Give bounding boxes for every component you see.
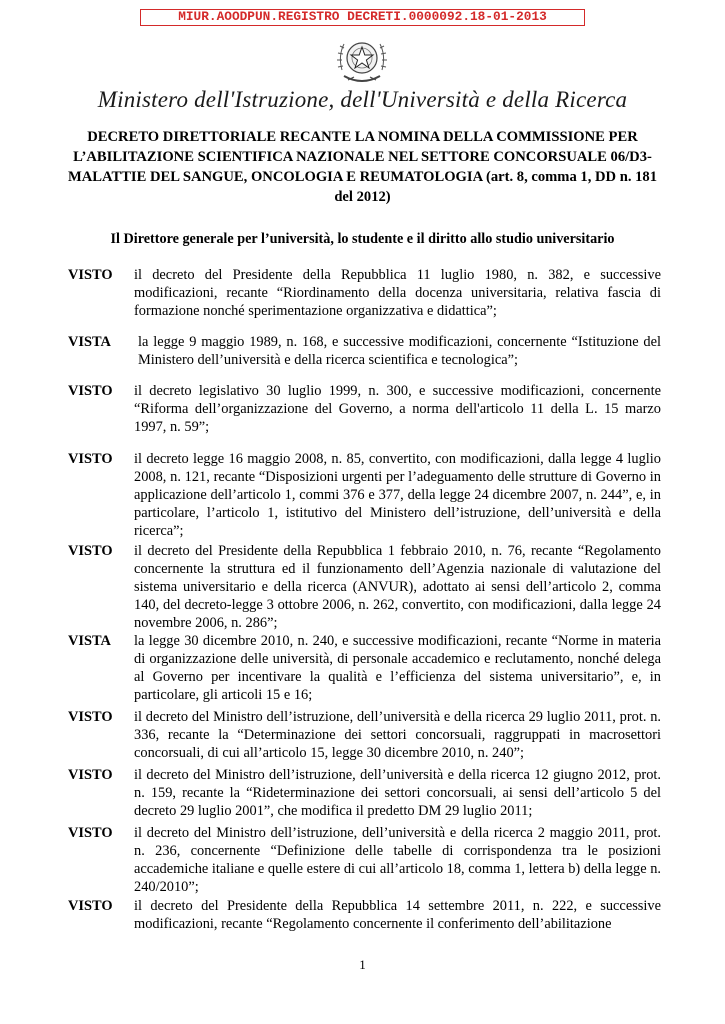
recital-text: il decreto del Presidente della Repubblica 11 luglio 1980, n. 382, e successive modificazioni, recante “Riordinamento della docenza universitaria, relativa fascia di formazione nonché sperimentazione organizzativa e didattica”; (134, 267, 661, 319)
recital-keyword: VISTO (68, 543, 113, 559)
recital-text: il decreto legge 16 maggio 2008, n. 85, convertito, con modificazioni, dalla legge 4 luglio 2008, n. 121, recante “Disposizioni urgenti per l’adeguamento delle strutture di Governo in applicazione dell’articolo 1, commi 376 e 377, della legge 24 dicembre 2007, n. 244”, e, in particolare, l’articolo 1, istitutivo del Ministero dell’istruzione, dell’università e della ricerca”; (134, 451, 661, 539)
recital (68, 382, 661, 436)
recital-keyword: VISTO (68, 767, 113, 783)
recital (68, 542, 661, 632)
protocol-stamp: MIUR.AOODPUN.REGISTRO DECRETI.0000092.18-01-2013 (140, 9, 585, 26)
recital-text: il decreto del Presidente della Repubblica 14 settembre 2011, n. 222, e successive modificazioni, recante “Regolamento concernente il conferimento dell’abilitazione (134, 898, 661, 932)
recital (68, 632, 661, 704)
director-heading: Il Direttore generale per l’università, lo studente e il diritto allo studio universitario (110, 231, 615, 247)
recital-keyword: VISTO (68, 451, 113, 467)
decree-title: DECRETO DIRETTORIALE RECANTE LA NOMINA DELLA COMMISSIONE PER L’ABILITAZIONE SCIENTIFICA NAZIONALE NEL SETTORE CONCORSUALE 06/D3- MALATTIE DEL SANGUE, ONCOLOGIA E REUMATOLOGIA (art. 8, comma 1, DD n. 181 del 2012) (67, 129, 658, 205)
recital-text: il decreto legislativo 30 luglio 1999, n. 300, e successive modificazioni, concernente “Riforma dell’organizzazione del Governo, a norma dell'articolo 11 della L. 15 marzo 1997, n. 59”; (134, 383, 661, 435)
recital (68, 266, 661, 320)
recital (68, 824, 661, 896)
republic-emblem-icon (334, 30, 390, 88)
recital-text: il decreto del Ministro dell’istruzione, dell’università e della ricerca 12 giugno 2012, prot. n. 159, recante la “Rideterminazione dei settori concorsuali, ai sensi dell’articolo 5 del decreto 29 luglio 2001”, che modifica il predetto DM 29 luglio 2011; (134, 767, 661, 819)
recital (68, 333, 661, 369)
recital (68, 708, 661, 762)
ministry-header: Ministero dell'Istruzione, dell'Università e della Ricerca (97, 87, 628, 112)
recital (68, 450, 661, 540)
recital-keyword: VISTO (68, 383, 113, 399)
recital-text: il decreto del Presidente della Repubblica 1 febbraio 2010, n. 76, recante “Regolamento concernente la struttura ed il funzionamento dell’Agenzia nazionale di valutazione del sistema universitario e della ricerca (ANVUR), adottato ai sensi dell’articolo 2, comma 140, del decreto-legge 3 ottobre 2006, n. 262, convertito, con modificazioni, dalla legge 24 novembre 2006, n. 286”; (134, 543, 661, 631)
recital-text: la legge 9 maggio 1989, n. 168, e successive modificazioni, concernente “Istituzione del Ministero dell’università e della ricerca scientifica e tecnologica”; (138, 334, 661, 368)
page-number: 1 (359, 957, 366, 972)
recital (68, 897, 661, 933)
recital-keyword: VISTO (68, 267, 113, 283)
recital-keyword: VISTO (68, 898, 113, 914)
recital-text: il decreto del Ministro dell’istruzione, dell’università e della ricerca 29 luglio 2011, prot. n. 336, recante la “Determinazione dei settori concorsuali, raggruppati in macrosettori concorsuali, di cui all’articolo 15, legge 30 dicembre 2010, n. 240”; (134, 709, 661, 761)
recital-text: il decreto del Ministro dell’istruzione, dell’università e della ricerca 2 maggio 2011, prot. n. 236, concernente “Definizione delle tabelle di corrispondenza tra le posizioni accademiche italiane e quelle estere di cui all’articolo 18, comma 1, lettera b) della legge n. 240/2010”; (134, 825, 661, 895)
recital-keyword: VISTA (68, 334, 111, 350)
recital-keyword: VISTO (68, 825, 113, 841)
recital-text: la legge 30 dicembre 2010, n. 240, e successive modificazioni, recante “Norme in materia di organizzazione delle università, di personale accademico e reclutamento, nonché delega al Governo per incentivare la qualità e l’efficienza del sistema universitario”, e, in particolare, gli articoli 15 e 16; (134, 633, 661, 703)
recital-keyword: VISTA (68, 633, 111, 649)
recital-keyword: VISTO (68, 709, 113, 725)
recital (68, 766, 661, 820)
